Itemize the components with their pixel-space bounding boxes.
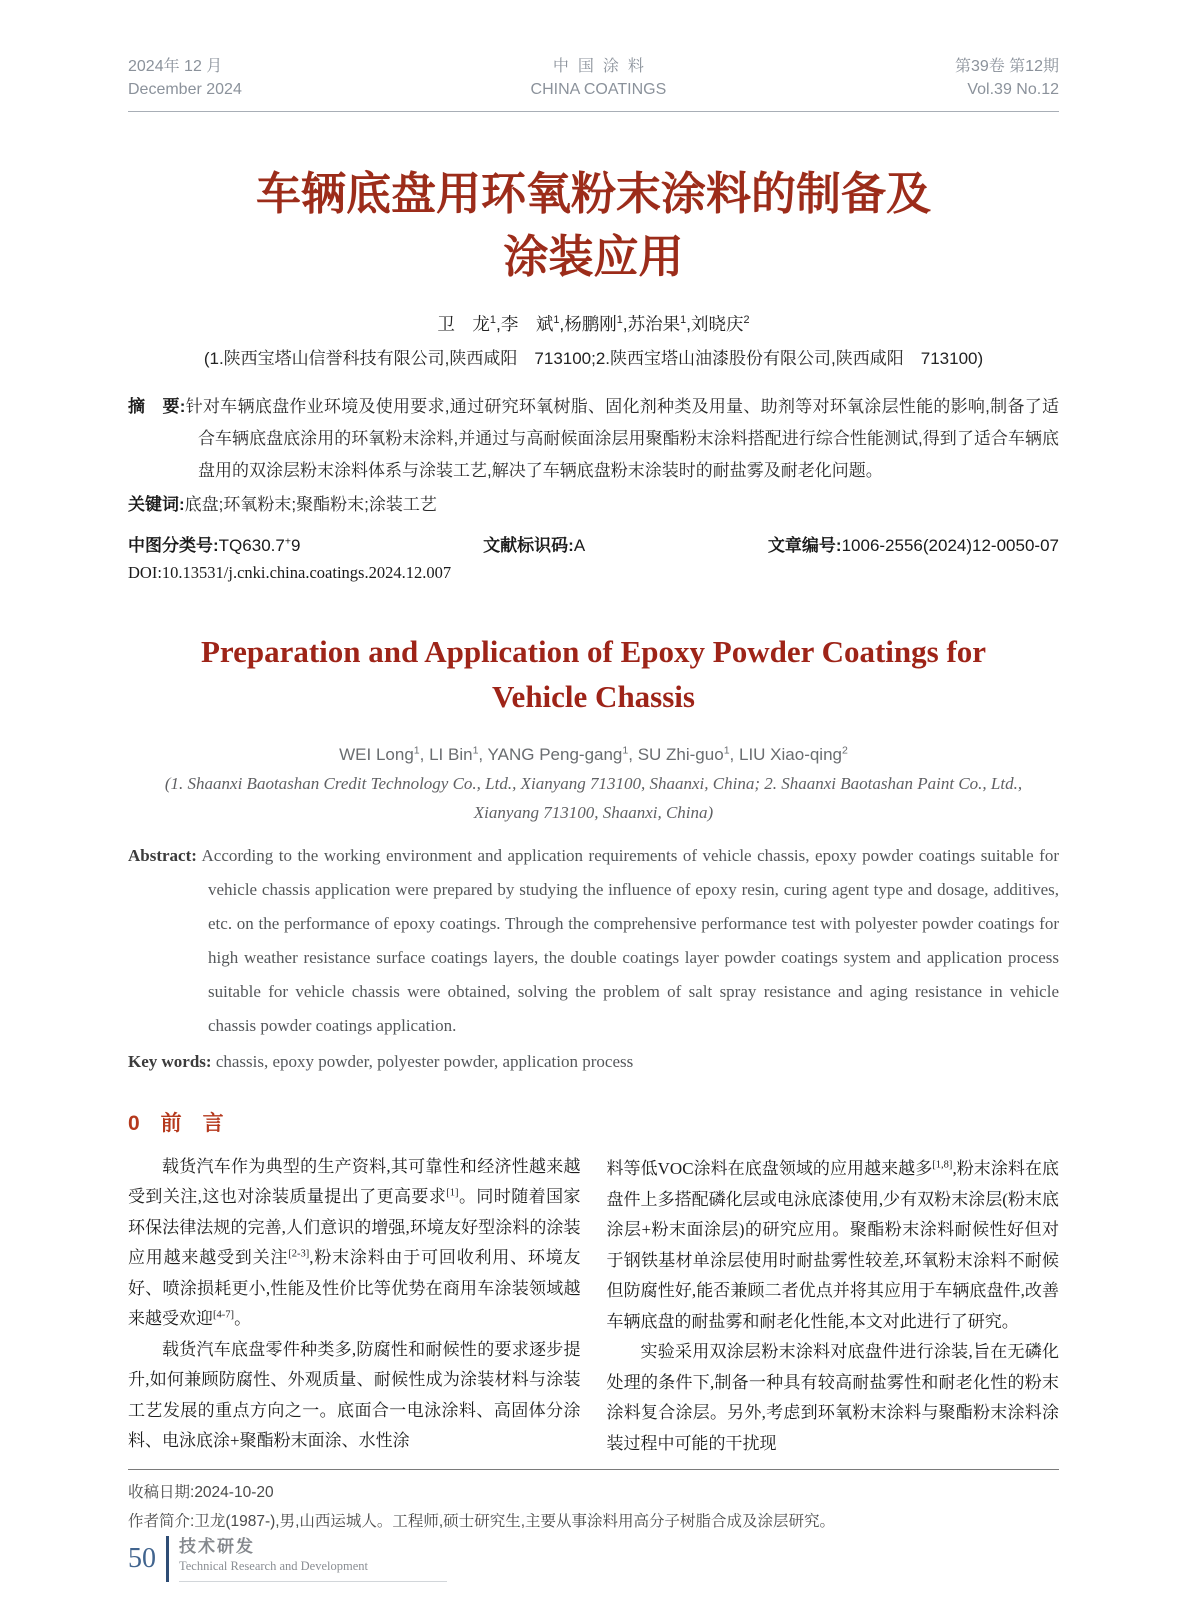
clc-value: TQ630.7+9 [218,535,301,555]
body-columns [128,1109,1059,1459]
abstract-cn-text: 针对车辆底盘作业环境及使用要求,通过研究环氧树脂、固化剂种类及用量、助剂等对环氧涂层性能的影响,制备了适合车辆底盘底涂用的环氧粉末涂料,并通过与高耐候面涂层用聚酯粉末涂料搭配进行综合性能测试,得到了适合车辆底盘用的双涂层粉末涂料体系与涂装工艺,解决了车辆底盘粉末涂装时的耐盐雾及耐老化问题。 [185,397,1059,480]
body-column-left [128,1109,581,1459]
abstract-en-text: According to the working environment and application requirements of vehicle chassis, epoxy powder coatings suitable for vehicle chassis application were prepared by studying the influence of epoxy resin, curing agent type and dosage, additives, etc. on the performance of epoxy coatings. Through the comprehensive performance test with polyester powder coatings for high weather resistance surface coatings layers, the double coatings layer powder coatings system and application process suitable for vehicle chassis were obtained, solving the problem of salt spray resistance and aging resistance in vehicle chassis powder coatings application. [201,846,1060,1035]
authors-en: WEI Long$^1$, LI Bin$^1$, YANG Peng-gang$^1$, SU Zhi-guo$^1$, LIU Xiao-qing$^2$ [339,744,848,764]
body-paragraph: 料等低VOC涂料在底盘领域的应用越来越多[1,8],粉末涂料在底盘件上多搭配磷化层或电泳底漆使用,少有双粉末涂层(粉末底涂层+粉末面涂层)的研究应用。聚酯粉末涂料耐候性好但对于钢铁基材单涂层使用时耐盐雾性较差,环氧粉末涂料不耐候但防腐性好,能否兼顾二者优点并将其应用于车辆底盘件,改善车辆底盘的耐盐雾和耐老化性能,本文对此进行了研究。 [606,1159,1059,1331]
article-title-cn-line1: 车辆底盘用环氧粉末涂料的制备及 [255,168,931,219]
header-date-block [128,55,242,101]
article-title-cn [128,162,1059,288]
abstract-en-label: Abstract: [128,846,197,865]
author-bio-label: 作者简介: [128,1513,195,1530]
affiliation-en: (1. Shaanxi Baotashan Credit Technology Co., Ltd., Xianyang 713100, Shaanxi, China; 2. Shaanxi Baotashan Paint Co., Ltd., Xianyang 713100, Shaanxi, China) [164,774,1023,822]
header-journal-block [531,55,667,101]
page-footer [128,1536,1059,1582]
keywords-cn-label: 关键词: [128,495,185,514]
header-date-en: December 2024 [128,81,242,98]
document-code [483,531,585,556]
article-number-label: 文章编号: [767,536,842,555]
author-bio-line [128,1507,1059,1536]
authors-cn: 卫 龙$^1$,李 斌$^1$,杨鹏刚$^1$,苏治果$^1$,刘晓庆$^2$ [437,314,750,334]
keywords-en [128,1045,1059,1079]
header-issue-block [955,55,1059,101]
body-paragraph: 载货汽车底盘零件种类多,防腐性和耐候性的要求逐步提升,如何兼顾防腐性、外观质量、耐候性成为涂装材料与涂装工艺发展的重点方向之一。底面合一电泳涂料、高固体分涂料、电泳底涂+聚酯粉末面涂、水性涂 [128,1339,581,1450]
abstract-cn-label: 摘 要: [128,397,186,416]
keywords-cn [128,489,1059,521]
journal-name-en: CHINA COATINGS [530,81,667,98]
affiliation-cn: (1.陕西宝塔山信誉科技有限公司,陕西咸阳 713100;2.陕西宝塔山油漆股份有限公司,陕西咸阳 713100) [203,349,984,368]
document-code-value: A [573,536,586,555]
article-title-cn-line2: 涂装应用 [503,231,684,282]
body-paragraph: 载货汽车作为典型的生产资料,其可靠性和经济性越来越受到关注,这也对涂装质量提出了更高要求[1]。同时随着国家环保法律法规的完善,人们意识的增强,环境友好型涂料的涂装应用越来越受到关注[2-3],粉末涂料由于可回收利用、环境友好、喷涂损耗更小,性能及性价比等优势在商用车涂装领域越来越受欢迎[4-7]。 [128,1156,581,1328]
article-number [768,531,1059,556]
article-title-en-line2: Vehicle Chassis [492,679,695,714]
page-number: 50 [128,1543,156,1574]
received-date-line [128,1478,1059,1507]
received-date-value: 2024-10-20 [194,1484,274,1501]
footer-category-en: Technical Research and Development [179,1559,368,1573]
journal-name-cn: 中国涂料 [552,58,653,75]
article-title-en [128,629,1059,719]
header-issue-cn: 第39卷 第12期 [954,58,1059,75]
keywords-en-label: Key words: [128,1052,212,1071]
footer-category-block [179,1536,447,1582]
document-code-label: 文献标识码: [483,536,574,555]
clc-label: 中图分类号: [128,536,219,555]
footnote-block [128,1469,1059,1536]
footer-category-cn: 技术研发 [179,1537,255,1556]
abstract-en [128,839,1059,1043]
header-date-cn: 2024年 12 月 [128,58,223,75]
author-bio-text: 卫龙(1987-),男,山西运城人。工程师,硕士研究生,主要从事涂料用高分子树脂合成及涂层研究。 [194,1513,836,1530]
abstract-cn [128,391,1059,487]
keywords-cn-text: 底盘;环氧粉末;聚酯粉末;涂装工艺 [184,495,437,514]
article-number-value: 1006-2556(2024)12-0050-07 [841,536,1059,555]
classification-row [128,531,1059,556]
footer-divider-bar [166,1536,169,1582]
received-date-label: 收稿日期: [128,1484,195,1501]
body-column-right [607,1109,1060,1459]
doi: DOI:10.13531/j.cnki.china.coatings.2024.12.007 [128,563,452,582]
section-heading-intro: 0 前 言 [128,1112,224,1135]
article-title-en-line1: Preparation and Application of Epoxy Powder Coatings for [200,634,987,669]
body-paragraph: 实验采用双涂层粉末涂料对底盘件进行涂装,旨在无磷化处理的条件下,制备一种具有较高耐盐雾性和耐老化性的粉末涂料复合涂层。另外,考虑到环氧粉末涂料与聚酯粉末涂料涂装过程中可能的干扰现 [606,1342,1059,1453]
keywords-en-text: chassis, epoxy powder, polyester powder, application process [215,1052,634,1071]
clc-number [128,531,300,556]
header-issue-en: Vol.39 No.12 [967,81,1059,98]
journal-header [128,55,1059,112]
